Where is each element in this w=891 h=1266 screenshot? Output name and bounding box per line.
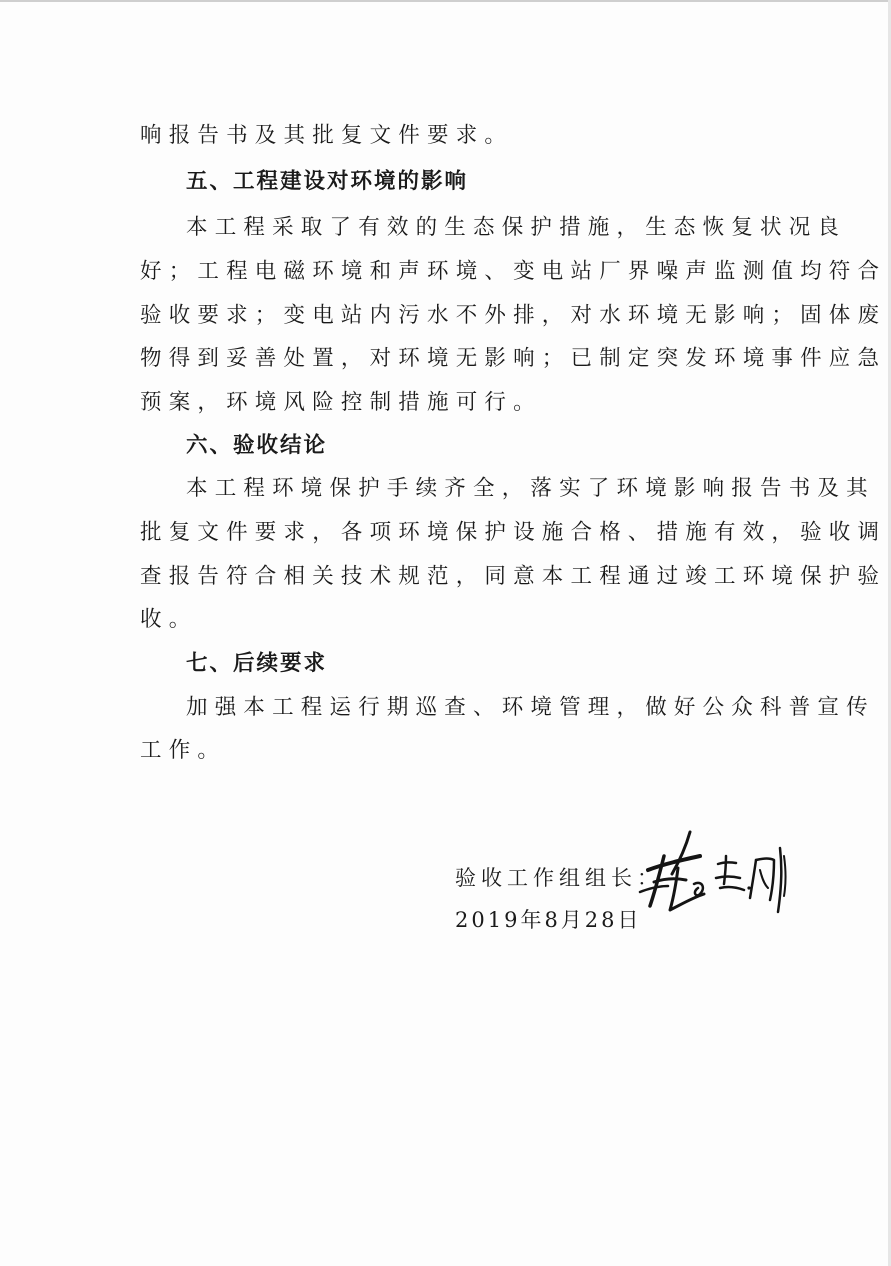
paragraph-line: 收。: [140, 607, 198, 632]
signatory-label: 验收工作组组长：: [455, 866, 663, 890]
handwritten-signature: [620, 826, 790, 922]
paragraph-line: 本工程环境保护手续齐全，落实了环境影响报告书及其: [186, 476, 875, 501]
section-heading-6: 六、验收结论: [186, 433, 328, 458]
paragraph-line: 好；工程电磁环境和声环境、变电站厂界噪声监测值均符合: [140, 259, 887, 284]
paragraph-line: 物得到妥善处置，对环境无影响；已制定突发环境事件应急: [140, 346, 887, 371]
paragraph-line: 本工程采取了有效的生态保护措施，生态恢复状况良: [186, 215, 847, 240]
paragraph-line: 加强本工程运行期巡查、环境管理，做好公众科普宣传: [186, 695, 875, 720]
paragraph-line: 验收要求；变电站内污水不外排，对水环境无影响；固体废: [140, 303, 887, 328]
section-heading-5: 五、工程建设对环境的影响: [186, 169, 469, 194]
paragraph-line: 工作。: [140, 738, 227, 763]
section-heading-7: 七、后续要求: [186, 651, 328, 676]
paragraph-line: 响报告书及其批复文件要求。: [140, 123, 514, 148]
paragraph-line: 查报告符合相关技术规范，同意本工程通过竣工环境保护验: [140, 564, 887, 589]
signature-date: 2019年8月28日: [455, 908, 642, 932]
paragraph-line: 预案，环境风险控制措施可行。: [140, 390, 542, 415]
scan-edge-top: [0, 0, 891, 2]
paragraph-line: 批复文件要求，各项环境保护设施合格、措施有效，验收调: [140, 520, 887, 545]
